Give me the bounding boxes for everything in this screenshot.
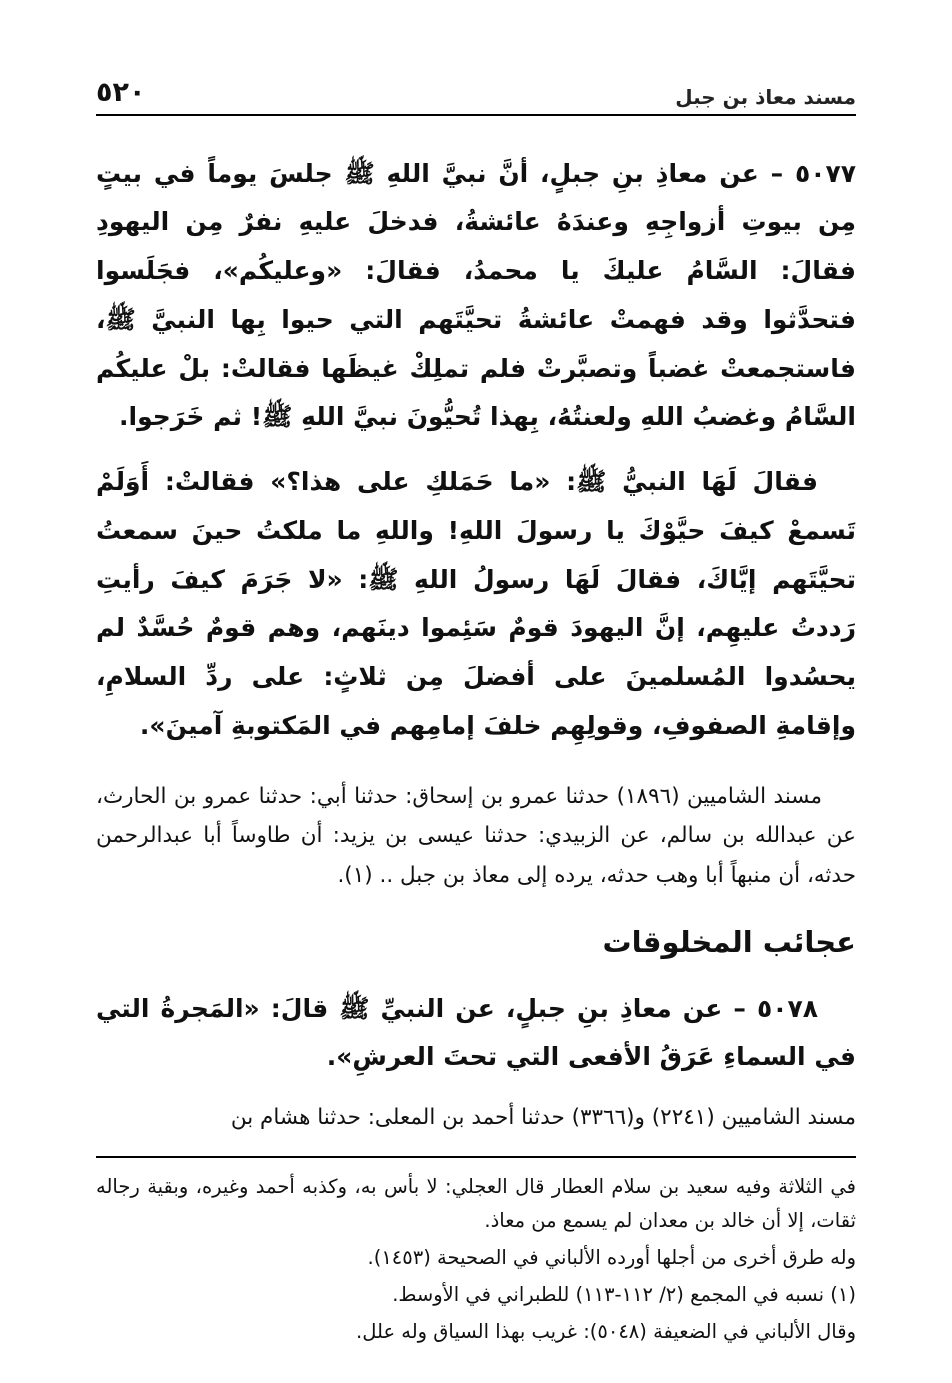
book-title: مسند معاذ بن جبل	[675, 84, 856, 109]
footnote-line: في الثلاثة وفيه سعيد بن سلام العطار قال العجلي: لا بأس به، وكذبه أحمد وغيره، وبقية رجاله ثقات، إلا أن خالد بن معدان لم يسمع من معاذ.	[96, 1174, 856, 1232]
spacer	[96, 767, 856, 777]
footnotes-block	[96, 1170, 856, 1350]
section-heading: عجائب المخلوقات	[602, 924, 856, 959]
footnote-line: وله طرق أخرى من أجلها أورده الألباني في الصحيحة (١٤٥٣).	[367, 1246, 856, 1270]
page-number: ٥٢٠	[96, 77, 146, 108]
hadith-5078-text: ٥٠٧٨ – عن معاذِ بنِ جبلٍ، عن النبيِّ ﷺ قالَ: «المَجرةُ التي في السماءِ عَرَقُ الأفعى التي تحتَ العرشِ».	[96, 993, 856, 1072]
footnote-line: (١) نسبه في المجمع (٢/ ١١٢-١١٣) للطبراني في الأوسط.	[392, 1283, 856, 1307]
hadith-5077-continuation: فقالَ لَهَا النبيُّ ﷺ: «ما حَمَلكِ على هذا؟» فقالتْ: أَوَلَمْ تَسمعْ كيفَ حيَّوْكَ يا رسولَ اللهِ! واللهِ ما ملكتُ حينَ سمعتُ تحيَّتَهم إيَّاكَ، فقالَ لَهَا رسولُ اللهِ ﷺ: «لا جَرَمَ كيفَ رأيتِ رَددتُ عليهِم، إنَّ اليهودَ قومٌ سَئِموا دينَهم، وهم قومٌ حُسَّدٌ لم يحسُدوا المُسلمينَ على أفضلَ مِن ثلاثٍ: على ردِّ السلامِ، وإقامةِ الصفوفِ، وقولِهِم خلفَ إمامِهم في المَكتوبةِ آمينَ».	[96, 467, 856, 740]
takhrij-5078: مسند الشاميين (٢٢٤١) و(٣٣٦٦) حدثنا أحمد بن المعلى: حدثنا هشام بن	[230, 1105, 856, 1131]
page-header	[96, 78, 856, 116]
document-body	[96, 150, 856, 1138]
takhrij-5077: مسند الشاميين (١٨٩٦) حدثنا عمرو بن إسحاق: حدثنا أبي: حدثنا عمرو بن الحارث، عن عبدالله بن سالم، عن الزبيدي: حدثنا عيسى بن يزيد: أن طاوساً أبا عبدالرحمن حدثه، أن منبهاً أبا وهب حدثه، يرده إلى معاذ بن جبل .. (١).	[96, 783, 856, 889]
footnote-separator	[96, 1156, 856, 1158]
footnote-line: وقال الألباني في الضعيفة (٥٠٤٨): غريب بهذا السياق وله علل.	[356, 1320, 856, 1344]
hadith-5077-text: ٥٠٧٧ – عن معاذِ بنِ جبلٍ، أنَّ نبيَّ اللهِ ﷺ جلسَ يوماً في بيتٍ مِن بيوتِ أزواجِهِ وعندَهُ عائشةُ، فدخلَ عليهِ نفرٌ مِن اليهودِ فقالَ: السَّامُ عليكَ يا محمدُ، فقالَ: «وعليكُم»، فجَلَسوا فتحدَّثوا وقد فهمتْ عائشةُ تحيَّتَهم التي حيوا بِها النبيَّ ﷺ، فاستجمعتْ غضباً وتصبَّرتْ فلم تملِكْ غيظَها فقالتْ: بلْ عليكُم السَّامُ وغضبُ اللهِ ولعنتُهُ، بِهذا تُحيُّونَ نبيَّ اللهِ ﷺ! ثم خَرَجوا.	[96, 158, 856, 432]
